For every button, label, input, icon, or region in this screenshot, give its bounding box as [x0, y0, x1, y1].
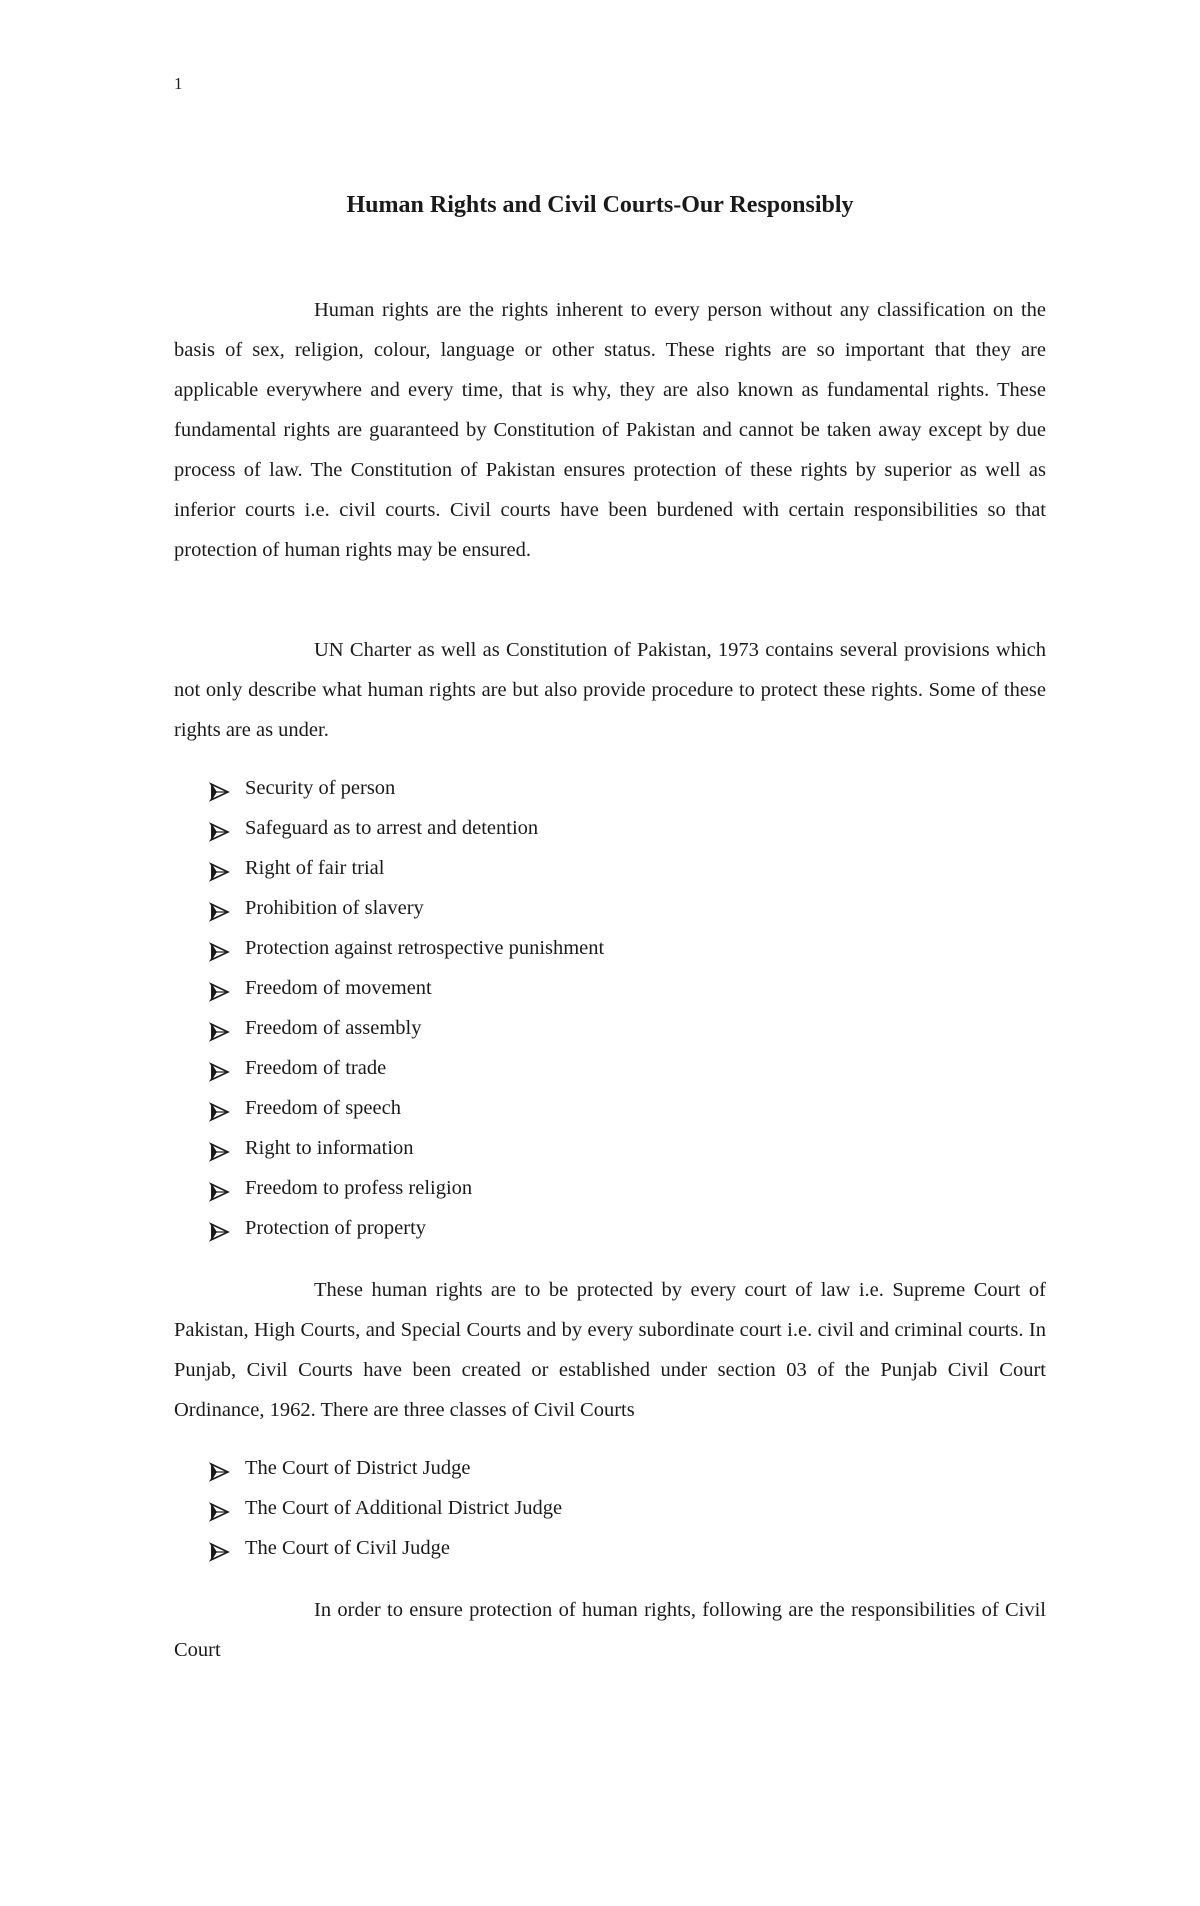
list-item-label: Protection of property [245, 1217, 427, 1239]
list-item [208, 1048, 604, 1088]
arrowhead-bullet-icon [208, 857, 230, 879]
list-item [208, 1528, 562, 1568]
list-item [208, 768, 604, 808]
list-item [208, 1208, 604, 1248]
arrowhead-bullet-icon [208, 817, 230, 839]
paragraph-intro: Human rights are the rights inherent to every person without any classification on the basis of sex, religion, colour, language or other status. These rights are so important that they are applicable everywhere and every time, that is why, they are also known as fundamental rights. These fundamental rights are guaranteed by Constitution of Pakistan and cannot be taken away except by due process of law. The Constitution of Pakistan ensures protection of these rights by superior as well as inferior courts i.e. civil courts. Civil courts have been burdened with certain responsibilities so that protection of human rights may be ensured. [174, 299, 1046, 561]
paragraph-closing: In order to ensure protection of human rights, following are the responsibilities of Civil Court [174, 1599, 1046, 1661]
list-item [208, 1008, 604, 1048]
list-item [208, 968, 604, 1008]
list-item [208, 848, 604, 888]
arrowhead-bullet-icon [208, 1137, 230, 1159]
list-item-label: Freedom of speech [245, 1097, 401, 1119]
page-title: Human Rights and Civil Courts-Our Responsibly [346, 192, 854, 218]
list-item-label: The Court of Civil Judge [245, 1537, 450, 1559]
list-item-label: Prohibition of slavery [245, 897, 424, 919]
paragraph-protection: These human rights are to be protected by every court of law i.e. Supreme Court of Pakistan, High Courts, and Special Courts and by every subordinate court i.e. civil and criminal courts. In Punjab, Civil Courts have been created or established under section 03 of the Punjab Civil Court Ordinance, 1962. There are three classes of Civil Courts [174, 1279, 1046, 1421]
arrowhead-bullet-icon [208, 1457, 230, 1479]
list-item-label: Security of person [245, 777, 396, 799]
list-item [208, 1168, 604, 1208]
arrowhead-bullet-icon [208, 1537, 230, 1559]
arrowhead-bullet-icon [208, 1017, 230, 1039]
list-item-label: The Court of District Judge [245, 1457, 471, 1479]
list-item-label: Right of fair trial [245, 857, 385, 879]
list-item-label: Freedom of trade [245, 1057, 387, 1079]
page-number: 1 [174, 74, 183, 93]
arrowhead-bullet-icon [208, 1057, 230, 1079]
arrowhead-bullet-icon [208, 777, 230, 799]
list-item [208, 888, 604, 928]
list-item [208, 1088, 604, 1128]
list-item-label: Freedom to profess religion [245, 1177, 473, 1199]
list-item [208, 1488, 562, 1528]
arrowhead-bullet-icon [208, 897, 230, 919]
list-item [208, 1448, 562, 1488]
rights-list [208, 768, 604, 1248]
list-item-label: Safeguard as to arrest and detention [245, 817, 539, 839]
arrowhead-bullet-icon [208, 1177, 230, 1199]
arrowhead-bullet-icon [208, 937, 230, 959]
arrowhead-bullet-icon [208, 1097, 230, 1119]
arrowhead-bullet-icon [208, 1217, 230, 1239]
court-classes-list [208, 1448, 562, 1568]
paragraph-un-charter: UN Charter as well as Constitution of Pakistan, 1973 contains several provisions which not only describe what human rights are but also provide procedure to protect these rights. Some of these rights are as under. [174, 639, 1046, 741]
list-item-label: Right to information [245, 1137, 414, 1159]
list-item [208, 1128, 604, 1168]
list-item-label: The Court of Additional District Judge [245, 1497, 563, 1519]
arrowhead-bullet-icon [208, 1497, 230, 1519]
arrowhead-bullet-icon [208, 977, 230, 999]
list-item-label: Freedom of movement [245, 977, 432, 999]
list-item-label: Freedom of assembly [245, 1017, 422, 1039]
list-item [208, 928, 604, 968]
list-item-label: Protection against retrospective punishment [245, 937, 605, 959]
list-item [208, 808, 604, 848]
